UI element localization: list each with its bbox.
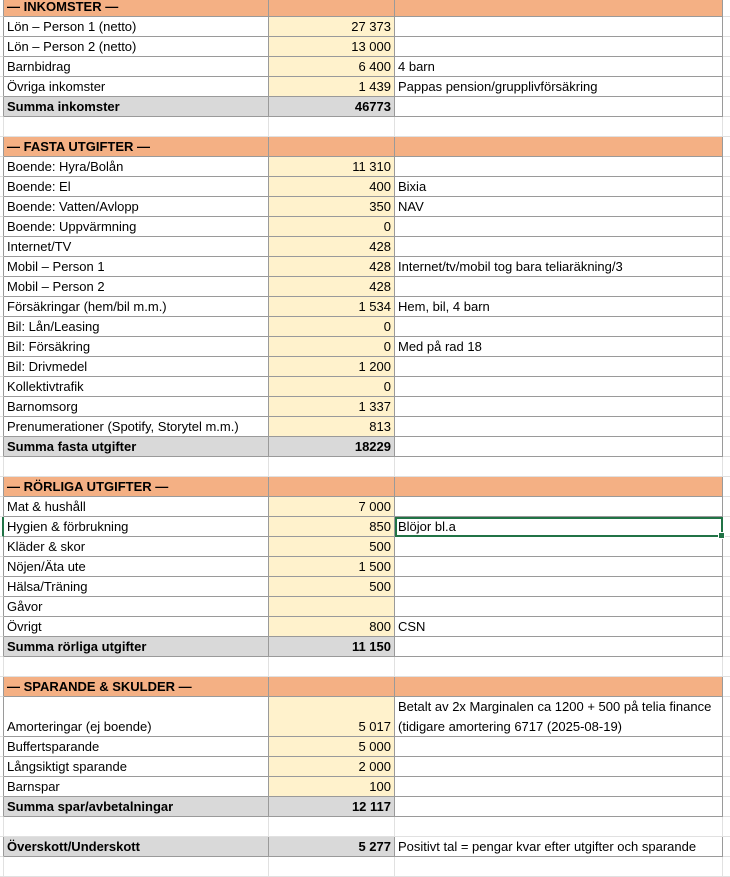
table-row [0, 77, 730, 97]
table-row [0, 537, 730, 557]
row-label[interactable]: Långsiktigt sparande [4, 757, 269, 777]
table-row [0, 317, 730, 337]
table-row [0, 597, 730, 617]
row-value[interactable]: 5 017 [269, 697, 395, 737]
table-row [0, 17, 730, 37]
row-label[interactable]: Mobil – Person 2 [4, 277, 269, 297]
summary-value[interactable]: 12 117 [269, 797, 395, 817]
table-row [0, 57, 730, 77]
result-note[interactable]: Positivt tal = pengar kvar efter utgifter och sparande [395, 837, 723, 857]
table-row [0, 357, 730, 377]
summary-row-inkomster [0, 97, 730, 117]
table-row [0, 337, 730, 357]
row-note[interactable] [395, 317, 723, 337]
row-note[interactable] [395, 37, 723, 57]
row-label[interactable]: Bil: Lån/Leasing [4, 317, 269, 337]
row-label[interactable]: Internet/TV [4, 237, 269, 257]
row-note[interactable]: CSN [395, 617, 723, 637]
row-label[interactable]: Lön – Person 2 (netto) [4, 37, 269, 57]
row-value[interactable]: 27 373 [269, 17, 395, 37]
row-value[interactable]: 11 310 [269, 157, 395, 177]
row-label[interactable]: Lön – Person 1 (netto) [4, 17, 269, 37]
summary-value[interactable]: 46773 [269, 97, 395, 117]
row-value[interactable]: 1 534 [269, 297, 395, 317]
row-label[interactable]: Gåvor [4, 597, 269, 617]
empty-row [0, 817, 730, 837]
row-label[interactable]: Försäkringar (hem/bil m.m.) [4, 297, 269, 317]
row-label[interactable]: Prenumerationer (Spotify, Storytel m.m.) [4, 417, 269, 437]
empty-row [0, 657, 730, 677]
row-value[interactable]: 100 [269, 777, 395, 797]
row-note[interactable] [395, 237, 723, 257]
row-note[interactable] [395, 737, 723, 757]
section-title[interactable]: — FASTA UTGIFTER — [4, 137, 269, 157]
empty-row [0, 857, 730, 877]
row-label[interactable]: Amorteringar (ej boende) [4, 697, 269, 737]
row-label[interactable]: Barnspar [4, 777, 269, 797]
summary-label[interactable]: Summa rörliga utgifter [4, 637, 269, 657]
row-note[interactable] [395, 157, 723, 177]
table-row [0, 737, 730, 757]
table-row [0, 577, 730, 597]
row-note[interactable]: Med på rad 18 [395, 337, 723, 357]
row-label[interactable]: Boende: Vatten/Avlopp [4, 197, 269, 217]
row-note[interactable] [395, 577, 723, 597]
row-value[interactable]: 0 [269, 217, 395, 237]
row-note[interactable] [395, 417, 723, 437]
row-value[interactable]: 2 000 [269, 757, 395, 777]
table-row [0, 377, 730, 397]
row-value[interactable]: 6 400 [269, 57, 395, 77]
table-row [0, 497, 730, 517]
summary-row-sparande [0, 797, 730, 817]
table-row [0, 277, 730, 297]
row-label[interactable]: Hygien & förbrukning [4, 517, 269, 537]
row-label[interactable]: Övrigt [4, 617, 269, 637]
result-label[interactable]: Överskott/Underskott [4, 837, 269, 857]
table-row [0, 157, 730, 177]
row-value[interactable]: 800 [269, 617, 395, 637]
section-header-inkomster [0, 0, 730, 17]
selected-cell-note[interactable]: Blöjor bl.a [395, 517, 723, 537]
row-value[interactable]: 0 [269, 317, 395, 337]
row-note[interactable]: Bixia [395, 177, 723, 197]
row-value[interactable]: 5 000 [269, 737, 395, 757]
summary-row-fasta [0, 437, 730, 457]
summary-label[interactable]: Summa inkomster [4, 97, 269, 117]
row-label[interactable]: Mat & hushåll [4, 497, 269, 517]
row-label[interactable]: Boende: El [4, 177, 269, 197]
summary-value[interactable]: 18229 [269, 437, 395, 457]
summary-value[interactable]: 11 150 [269, 637, 395, 657]
result-value[interactable]: 5 277 [269, 837, 395, 857]
section-header-rorliga [0, 477, 730, 497]
row-note[interactable] [395, 597, 723, 617]
row-note[interactable] [395, 697, 723, 737]
row-value[interactable]: 1 439 [269, 77, 395, 97]
empty-row [0, 457, 730, 477]
row-value[interactable]: 13 000 [269, 37, 395, 57]
row-note[interactable]: Pappas pension/grupplivförsäkring [395, 77, 723, 97]
row-value[interactable]: 850 [269, 517, 395, 537]
row-label[interactable]: Hälsa/Träning [4, 577, 269, 597]
row-value[interactable]: 1 337 [269, 397, 395, 417]
row-note[interactable]: Internet/tv/mobil tog bara teliaräkning/3 [395, 257, 723, 277]
row-value[interactable]: 0 [269, 337, 395, 357]
section-header-fasta [0, 137, 730, 157]
row-label[interactable]: Kläder & skor [4, 537, 269, 557]
row-label[interactable]: Nöjen/Äta ute [4, 557, 269, 577]
table-row [0, 297, 730, 317]
row-note[interactable] [395, 557, 723, 577]
section-header-sparande [0, 677, 730, 697]
row-label[interactable]: Bil: Drivmedel [4, 357, 269, 377]
empty-row [0, 117, 730, 137]
row-note[interactable] [395, 357, 723, 377]
row-note[interactable] [395, 217, 723, 237]
row-value[interactable]: 428 [269, 257, 395, 277]
row-label[interactable]: Barnomsorg [4, 397, 269, 417]
row-value[interactable]: 350 [269, 197, 395, 217]
row-value[interactable]: 500 [269, 577, 395, 597]
row-value[interactable]: 1 200 [269, 357, 395, 377]
row-value[interactable]: 7 000 [269, 497, 395, 517]
row-note[interactable] [395, 377, 723, 397]
row-label[interactable]: Barnbidrag [4, 57, 269, 77]
table-row [0, 37, 730, 57]
row-value[interactable]: 400 [269, 177, 395, 197]
row-note[interactable] [395, 777, 723, 797]
row-note[interactable]: NAV [395, 197, 723, 217]
section-title[interactable]: — RÖRLIGA UTGIFTER — [4, 477, 269, 497]
summary-row-rorliga [0, 637, 730, 657]
row-label[interactable]: Bil: Försäkring [4, 337, 269, 357]
result-row [0, 837, 730, 857]
row-label[interactable]: Boende: Uppvärmning [4, 217, 269, 237]
row-value[interactable]: 1 500 [269, 557, 395, 577]
row-value[interactable]: 813 [269, 417, 395, 437]
table-row [0, 177, 730, 197]
table-row [0, 777, 730, 797]
table-row [0, 197, 730, 217]
summary-label[interactable]: Summa fasta utgifter [4, 437, 269, 457]
row-value[interactable]: 428 [269, 237, 395, 257]
row-label[interactable]: Boende: Hyra/Bolån [4, 157, 269, 177]
row-label[interactable]: Övriga inkomster [4, 77, 269, 97]
table-row [0, 557, 730, 577]
section-title[interactable]: — INKOMSTER — [4, 0, 269, 17]
table-row [0, 757, 730, 777]
row-value[interactable]: 0 [269, 377, 395, 397]
row-note[interactable] [395, 17, 723, 37]
table-row-amortering [0, 697, 730, 737]
row-label[interactable]: Mobil – Person 1 [4, 257, 269, 277]
row-note[interactable] [395, 277, 723, 297]
table-row [0, 257, 730, 277]
row-note[interactable] [395, 537, 723, 557]
table-row [0, 237, 730, 257]
row-note[interactable] [395, 497, 723, 517]
row-label[interactable]: Kollektivtrafik [4, 377, 269, 397]
row-note[interactable] [395, 757, 723, 777]
row-note[interactable] [395, 397, 723, 417]
table-row [0, 617, 730, 637]
summary-label[interactable]: Summa spar/avbetalningar [4, 797, 269, 817]
table-row [0, 417, 730, 437]
row-value[interactable]: 428 [269, 277, 395, 297]
row-value[interactable] [269, 597, 395, 617]
note-line: (tidigare amortering 6717 (2025-08-19) [398, 719, 623, 734]
row-note[interactable]: 4 barn [395, 57, 723, 77]
table-row [0, 397, 730, 417]
row-label[interactable]: Buffertsparande [4, 737, 269, 757]
table-row [0, 517, 730, 537]
section-title[interactable]: — SPARANDE & SKULDER — [4, 677, 269, 697]
row-note[interactable]: Hem, bil, 4 barn [395, 297, 723, 317]
table-row [0, 217, 730, 237]
note-line: Betalt av 2x Marginalen ca 1200 + 500 på telia finance [398, 699, 712, 714]
row-value[interactable]: 500 [269, 537, 395, 557]
